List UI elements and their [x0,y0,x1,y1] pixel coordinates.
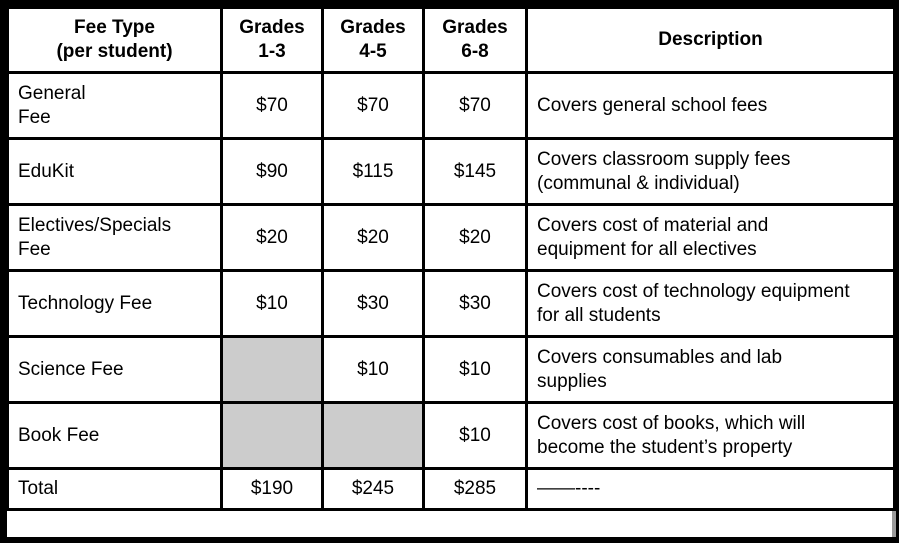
total-label: Total [8,469,222,510]
table-row [8,205,895,271]
total-grades-1-3: $190 [222,469,323,510]
grades-6-8-cell: $10 [424,337,527,403]
fee-table [6,6,896,511]
grades-6-8-cell: $145 [424,139,527,205]
header-grades-1-3: Grades 1-3 [222,8,323,73]
total-grades-6-8: $285 [424,469,527,510]
grades-1-3-cell: $10 [222,271,323,337]
total-description: ——---- [527,469,895,510]
grades-6-8-cell: $70 [424,73,527,139]
header-grades-6-8: Grades 6-8 [424,8,527,73]
grades-4-5-cell: $115 [323,139,424,205]
header-grades-4-5: Grades 4-5 [323,8,424,73]
table-row [8,337,895,403]
header-description: Description [527,8,895,73]
grades-1-3-cell: $90 [222,139,323,205]
grades-1-3-cell: $70 [222,73,323,139]
fee-type-cell: Book Fee [8,403,222,469]
description-cell: Covers cost of books, which will become the student’s property [527,403,895,469]
fee-type-cell: Science Fee [8,337,222,403]
description-cell: Covers cost of material and equipment for all electives [527,205,895,271]
description-cell: Covers general school fees [527,73,895,139]
fee-type-cell: EduKit [8,139,222,205]
grades-4-5-cell: $30 [323,271,424,337]
grades-6-8-cell: $30 [424,271,527,337]
header-fee-type: Fee Type (per student) [8,8,222,73]
grades-4-5-cell: $70 [323,73,424,139]
grades-1-3-cell: $20 [222,205,323,271]
grades-6-8-cell: $20 [424,205,527,271]
table-row [8,271,895,337]
fee-type-cell: Technology Fee [8,271,222,337]
grades-4-5-cell: $10 [323,337,424,403]
header-row [8,8,895,73]
fee-type-cell: General Fee [8,73,222,139]
grades-4-5-cell-not-applicable [323,403,424,469]
total-row [8,469,895,510]
total-grades-4-5: $245 [323,469,424,510]
grades-4-5-cell: $20 [323,205,424,271]
description-cell: Covers consumables and lab supplies [527,337,895,403]
fee-type-cell: Electives/Specials Fee [8,205,222,271]
table-row [8,73,895,139]
description-cell: Covers cost of technology equipment for all students [527,271,895,337]
grades-1-3-cell-not-applicable [222,337,323,403]
grades-1-3-cell-not-applicable [222,403,323,469]
grades-6-8-cell: $10 [424,403,527,469]
table-row [8,139,895,205]
table-row [8,403,895,469]
description-cell: Covers classroom supply fees (communal & individual) [527,139,895,205]
